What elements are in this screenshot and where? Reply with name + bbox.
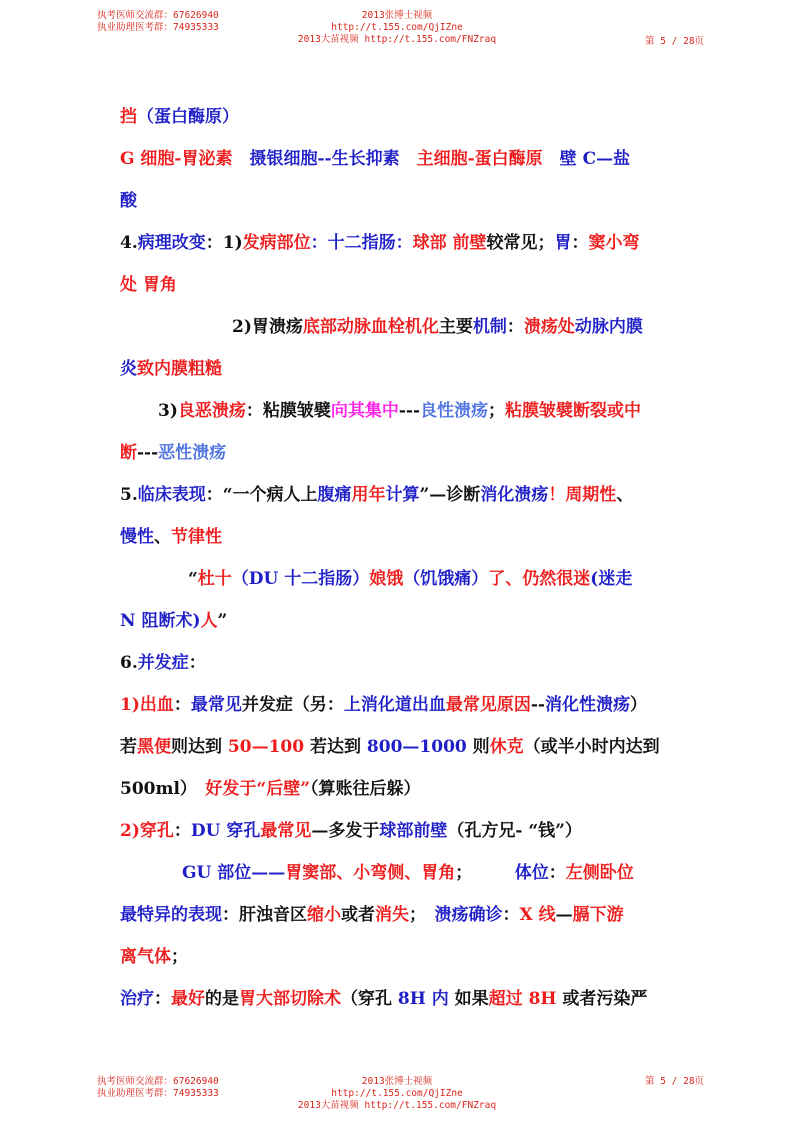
- text-line-17: 500ml） 好发于“后壁”（算账往后躲）: [120, 779, 421, 799]
- header-group-info: [97, 10, 219, 34]
- text-line-8: 3)良恶溃疡：粘膜皱襞向其集中---良性溃疡；粘膜皱襞断裂或中: [158, 401, 642, 421]
- header-link-2[interactable]: 2013大苗视频 http://t.155.com/FNZraq: [297, 34, 497, 45]
- text-line-19: GU 部位——胃窦部、小弯侧、胃角； 体位：左侧卧位: [182, 863, 634, 883]
- footer-link-2[interactable]: 2013大苗视频 http://t.155.com/FNZraq: [297, 1100, 497, 1111]
- text-line-3: 酸: [120, 191, 137, 211]
- footer-group-info: [97, 1076, 219, 1100]
- text-line-21: 离气体；: [120, 947, 188, 967]
- text-line-7: 炎致内膜粗糙: [120, 359, 222, 379]
- section-5-clinical: 5.临床表现：“一个病人上腹痛用年计算”—诊断消化溃疡！周期性、: [120, 485, 634, 505]
- section-6-complications: 6.并发症：: [120, 653, 206, 673]
- text-line-2: G 细胞-胃泌素 摄银细胞--生长抑素 主细胞-蛋白酶原 壁 C—盐: [120, 149, 631, 169]
- footer-video-links: [297, 1076, 497, 1112]
- header-group-line-1: 执考医师交流群：67626940: [97, 10, 219, 21]
- complication-bleeding: 1)出血：最常见并发症（另：上消化道出血最常见原因--消化性溃疡）: [120, 695, 647, 715]
- header-page-indicator: 第 5 / 28页: [645, 36, 705, 47]
- footer-link-1[interactable]: 2013张博士视频http://t.155.com/QjIZne: [331, 1076, 463, 1099]
- header-group-line-2: 执业助理医考群：74935333: [97, 22, 219, 33]
- text-line-16: 若黑便则达到 50—100 若达到 800—1000 则休克（或半小时内达到: [120, 737, 660, 757]
- text-line-6: 2)胃溃疡底部动脉血栓机化主要机制：溃疡处动脉内膜: [232, 317, 643, 337]
- treatment-line: 治疗：最好的是胃大部切除术（穿孔 8H 内 如果超过 8H 或者污染严: [120, 989, 648, 1009]
- text-line-20: 最特异的表现：肝浊音区缩小或者消失； 溃疡确诊：X 线—膈下游: [120, 905, 624, 925]
- complication-perforation: 2)穿孔：DU 穿孔最常见—多发于球部前壁（孔方兄- “钱”）: [120, 821, 582, 841]
- text-line-9: 断---恶性溃疡: [120, 443, 227, 463]
- text-line-1: 挡（蛋白酶原）: [120, 107, 239, 127]
- header-video-links: [297, 10, 497, 46]
- header-link-1[interactable]: 2013张博士视频http://t.155.com/QjIZne: [331, 10, 463, 33]
- document-body: [120, 100, 680, 1024]
- footer-group-line-1: 执考医师交流群：67626940: [97, 1076, 219, 1087]
- footer-page-indicator: 第 5 / 28页: [645, 1076, 705, 1087]
- text-line-5: 处 胃角: [120, 275, 177, 295]
- text-line-11: 慢性、节律性: [120, 527, 222, 547]
- footer-group-line-2: 执业助理医考群：74935333: [97, 1088, 219, 1099]
- mnemonic-line-2: N 阻断术)人”: [120, 611, 228, 631]
- section-4-pathology: 4.病理改变：1)发病部位：十二指肠：球部 前壁较常见；胃：窦小弯: [120, 233, 640, 253]
- mnemonic-line-1: “杜十（DU 十二指肠）娘饿（饥饿痛）了、仍然很迷(迷走: [188, 569, 633, 589]
